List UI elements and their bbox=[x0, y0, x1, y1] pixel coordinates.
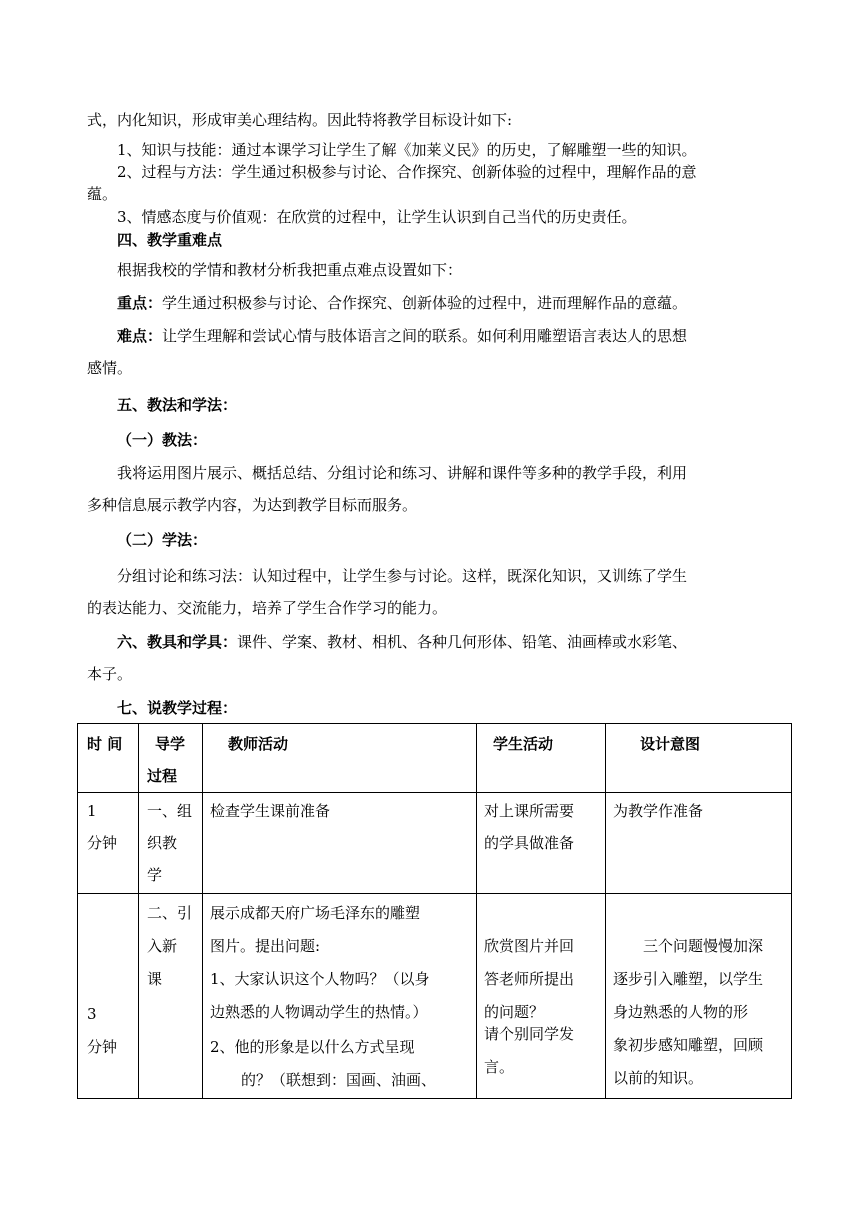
row2-time-line2: 分钟 bbox=[87, 1038, 118, 1056]
key-point-label: 重点： bbox=[117, 294, 163, 312]
row2-intent-line1: 三个问题慢慢加深 bbox=[643, 937, 764, 955]
row2-intent-line4: 象初步感知雕塑，回顾 bbox=[613, 1036, 764, 1054]
row1-student-line2: 的学具做准备 bbox=[484, 834, 575, 852]
header-teacher-cell bbox=[203, 724, 477, 793]
row2-step-line3: 课 bbox=[147, 970, 163, 988]
row2-step-cell bbox=[139, 894, 203, 1099]
row2-teacher-line5: 2、他的形象是以什么方式呈现 bbox=[210, 1038, 415, 1056]
section-heading-7: 七、说教学过程： bbox=[117, 699, 238, 717]
row2-time-cell bbox=[78, 894, 139, 1099]
row2-student-line5: 言。 bbox=[484, 1058, 515, 1076]
table-row bbox=[78, 894, 792, 1099]
header-teacher: 教师活动 bbox=[228, 735, 289, 753]
row1-step-line3: 学 bbox=[147, 866, 163, 884]
row2-student-line2: 答老师所提出 bbox=[484, 970, 575, 988]
header-time-cell bbox=[78, 724, 139, 793]
row2-teacher-cell bbox=[203, 894, 477, 1099]
objective-emotion: 3、情感态度与价值观：在欣赏的过程中，让学生认识到自己当代的历史责任。 bbox=[117, 208, 637, 226]
row2-teacher-line6: 的？（联想到：国画、油画、 bbox=[241, 1071, 437, 1089]
table-header-row bbox=[78, 724, 792, 793]
row1-intent-cell bbox=[606, 793, 792, 894]
row2-teacher-line4: 边熟悉的人物调动学生的热情。） bbox=[210, 1003, 428, 1021]
header-intent: 设计意图 bbox=[640, 735, 701, 753]
row2-teacher-line3: 1、大家认识这个人物吗？（以身 bbox=[210, 970, 430, 988]
row2-intent-line3: 身边熟悉的人物的形 bbox=[613, 1003, 749, 1021]
row2-time-line1: 3 bbox=[87, 1005, 97, 1023]
subheading-learning-method: （二）学法： bbox=[117, 531, 208, 549]
row2-student-line3: 的问题？ bbox=[484, 1003, 545, 1021]
tools-label: 六、教具和学具： bbox=[117, 633, 238, 651]
header-intent-cell bbox=[606, 724, 792, 793]
row1-step-cell bbox=[139, 793, 203, 894]
difficulty-line2: 感情。 bbox=[87, 359, 133, 377]
header-student: 学生活动 bbox=[493, 735, 554, 753]
objective-process-line1: 2、过程与方法：学生通过积极参与讨论、合作探究、创新体验的过程中，理解作品的意 bbox=[117, 163, 697, 181]
row1-teacher: 检查学生课前准备 bbox=[210, 802, 331, 820]
section-heading-4: 四、教学重难点 bbox=[117, 231, 223, 249]
header-student-cell bbox=[477, 724, 606, 793]
teaching-method-line1: 我将运用图片展示、概括总结、分组讨论和练习、讲解和课件等多种的教学手段，利用 bbox=[117, 464, 688, 482]
row1-student-cell bbox=[477, 793, 606, 894]
row2-teacher-line1: 展示成都天府广场毛泽东的雕塑 bbox=[210, 904, 421, 922]
row1-intent: 为教学作准备 bbox=[613, 802, 704, 820]
row2-student-line1: 欣赏图片并回 bbox=[484, 937, 575, 955]
row2-step-line2: 入新 bbox=[147, 937, 178, 955]
row2-intent-cell bbox=[606, 894, 792, 1099]
paragraph-objectives-intro: 式，内化知识，形成审美心理结构。因此特将教学目标设计如下: bbox=[87, 111, 513, 129]
row1-time-line1: 1 bbox=[87, 802, 97, 820]
key-point-text: 学生通过积极参与讨论、合作探究、创新体验的过程中，进而理解作品的意蕴。 bbox=[162, 294, 688, 312]
row1-step-line2: 织教 bbox=[147, 834, 178, 852]
subheading-teaching-method: （一）教法： bbox=[117, 431, 208, 449]
row1-student-line1: 对上课所需要 bbox=[484, 802, 575, 820]
difficulty-text: 让学生理解和尝试心情与肢体语言之间的联系。如何利用雕塑语言表达人的思想 bbox=[162, 327, 688, 345]
row1-step-line1: 一、组 bbox=[147, 802, 193, 820]
row2-intent-line5: 以前的知识。 bbox=[613, 1069, 704, 1087]
row1-time-line2: 分钟 bbox=[87, 834, 118, 852]
paragraph-key-points-intro: 根据我校的学情和教材分析我把重点难点设置如下： bbox=[117, 261, 463, 279]
row2-intent-line2: 逐步引入雕塑，以学生 bbox=[613, 970, 764, 988]
teaching-process-table bbox=[77, 723, 792, 1099]
header-time: 时 间 bbox=[87, 735, 123, 753]
table-row bbox=[78, 793, 792, 894]
teaching-method-line2: 多种信息展示教学内容，为达到教学目标而服务。 bbox=[87, 496, 418, 514]
objective-knowledge: 1、知识与技能：通过本课学习让学生了解《加莱义民》的历史，了解雕塑一些的知识。 bbox=[117, 141, 697, 159]
difficulty-line1 bbox=[117, 326, 687, 346]
tools-text: 课件、学案、教材、相机、各种几何形体、铅笔、油画棒或水彩笔、 bbox=[237, 633, 688, 651]
section-heading-5: 五、教法和学法： bbox=[117, 396, 238, 414]
row2-student-cell bbox=[477, 894, 606, 1099]
row1-time-cell bbox=[78, 793, 139, 894]
header-step-line1: 导学 bbox=[155, 735, 186, 753]
key-point-line bbox=[117, 293, 687, 313]
difficulty-label: 难点： bbox=[117, 327, 163, 345]
learning-method-line1: 分组讨论和练习法：认知过程中，让学生参与讨论。这样，既深化知识，又训练了学生 bbox=[117, 567, 688, 585]
tools-line2: 本子。 bbox=[87, 665, 133, 683]
tools-line1 bbox=[117, 632, 687, 652]
row2-step-line1: 二、引 bbox=[147, 904, 193, 922]
header-step-cell bbox=[139, 724, 203, 793]
row1-teacher-cell bbox=[203, 793, 477, 894]
header-step-line2: 过程 bbox=[147, 767, 178, 785]
objective-process-line2: 蕴。 bbox=[87, 185, 118, 203]
learning-method-line2: 的表达能力、交流能力，培养了学生合作学习的能力。 bbox=[87, 599, 448, 617]
row2-teacher-line2: 图片。提出问题: bbox=[210, 937, 321, 955]
row2-student-line4: 请个别同学发 bbox=[484, 1025, 575, 1043]
